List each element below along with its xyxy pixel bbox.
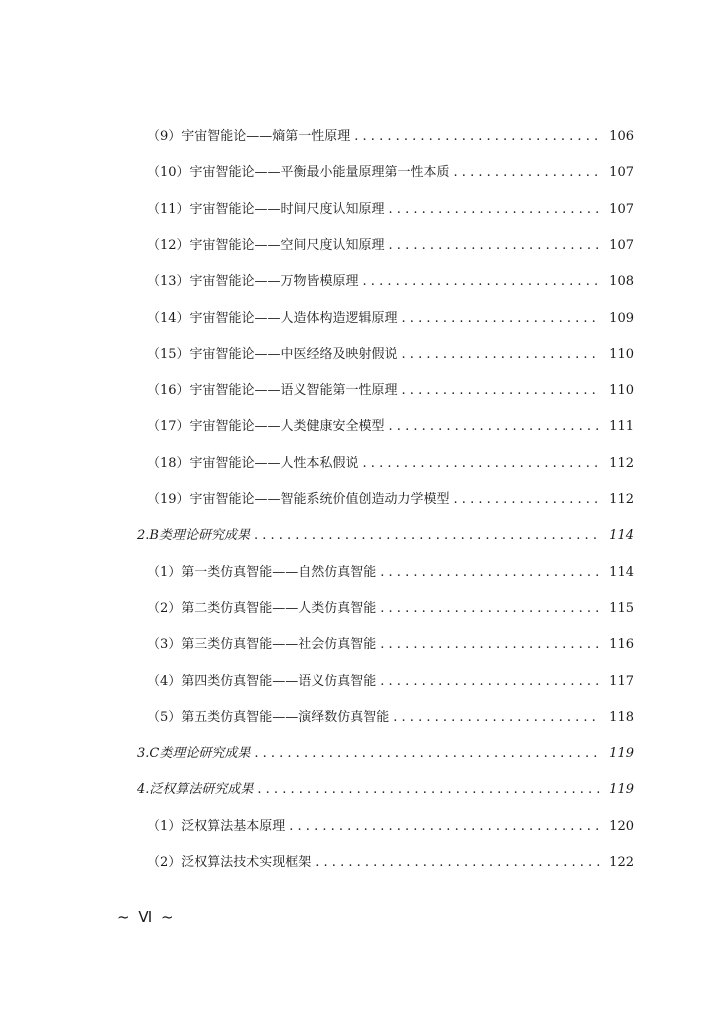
dot-leader (389, 234, 602, 258)
toc-entry-page-number: 110 (609, 346, 634, 362)
dot-leader (380, 561, 601, 585)
toc-entry-title: （16）宇宙智能论——语义智能第一性原理 (147, 383, 398, 399)
dot-leader (315, 851, 601, 875)
toc-entry[interactable] (137, 524, 634, 548)
toc-entry[interactable] (137, 742, 634, 766)
toc-entry-title: 4.泛权算法研究成果 (137, 782, 254, 798)
toc-entry-title: （19）宇宙智能论——智能系统价值创造动力学模型 (147, 492, 450, 507)
toc-entry-page-number: 107 (609, 237, 634, 253)
dot-leader (254, 524, 601, 548)
toc-entry[interactable] (147, 597, 634, 621)
toc-entry[interactable] (147, 343, 634, 367)
dot-leader (363, 452, 602, 476)
dot-leader (289, 815, 601, 839)
toc-entry-page-number: 120 (609, 818, 634, 834)
dot-leader (402, 343, 602, 367)
dot-leader (363, 270, 602, 294)
dot-leader (254, 742, 601, 766)
toc-entry-title: （1）第一类仿真智能——自然仿真智能 (147, 564, 377, 580)
toc-entry-page-number: 119 (609, 782, 634, 798)
toc-entry[interactable] (147, 488, 634, 512)
toc-entry-title: （5）第五类仿真智能——演绎数仿真智能 (147, 709, 390, 725)
toc-entry-page-number: 107 (609, 165, 634, 181)
toc-entry-title: （15）宇宙智能论——中医经络及映射假说 (147, 346, 398, 362)
toc-entry-page-number: 119 (609, 746, 634, 762)
toc-entry[interactable] (147, 125, 634, 149)
toc-entry-title: 2.B类理论研究成果 (137, 528, 250, 544)
dot-leader (402, 379, 602, 403)
toc-entry-page-number: 117 (609, 673, 634, 689)
toc-entry-title: （10）宇宙智能论——平衡最小能量原理第一性本质 (147, 165, 450, 181)
toc-entry-title: （3）第三类仿真智能——社会仿真智能 (147, 637, 377, 653)
dot-leader (393, 706, 601, 730)
toc-entry[interactable] (147, 851, 634, 875)
toc-entry[interactable] (147, 670, 634, 694)
toc-entry[interactable] (147, 633, 634, 657)
toc-entry-page-number: 108 (609, 274, 634, 290)
toc-entry-page-number: 122 (609, 855, 634, 870)
toc-entry-page-number: 111 (609, 419, 634, 435)
toc-entry-page-number: 109 (609, 310, 634, 326)
toc-entry[interactable] (147, 561, 634, 585)
toc-entry[interactable] (147, 270, 634, 294)
toc-entry[interactable] (147, 161, 634, 185)
toc-entry-title: （2）泛权算法技术实现框架 (147, 855, 312, 870)
toc-entry-page-number: 115 (609, 600, 634, 616)
toc-entry[interactable] (147, 234, 634, 258)
dot-leader (380, 597, 601, 621)
toc-entry-title: （4）第四类仿真智能——语义仿真智能 (147, 673, 377, 689)
toc-entry-title: （12）宇宙智能论——空间尺度认知原理 (147, 237, 385, 253)
dot-leader (257, 778, 601, 802)
toc-entry-title: （9）宇宙智能论——熵第一性原理 (147, 129, 351, 144)
dot-leader (402, 307, 602, 331)
toc-entry-title: （2）第二类仿真智能——人类仿真智能 (147, 600, 377, 616)
toc-entry[interactable] (147, 815, 634, 839)
toc-entry-title: （18）宇宙智能论——人性本私假说 (147, 455, 359, 471)
toc-entry[interactable] (147, 415, 634, 439)
toc-entry-page-number: 112 (609, 492, 634, 507)
dot-leader (454, 161, 602, 185)
toc-entry[interactable] (147, 706, 634, 730)
toc-entry-page-number: 106 (609, 129, 634, 144)
toc-entry[interactable] (137, 778, 634, 802)
toc-entry[interactable] (147, 307, 634, 331)
toc-entry-title: （13）宇宙智能论——万物皆模原理 (147, 274, 359, 290)
toc-entry-page-number: 107 (609, 201, 634, 217)
toc-entry[interactable] (147, 452, 634, 476)
toc-entry-title: （1）泛权算法基本原理 (147, 818, 286, 834)
toc-entry-page-number: 112 (609, 455, 634, 471)
toc-entry-page-number: 114 (609, 564, 634, 580)
toc-entry-page-number: 110 (609, 383, 634, 399)
dot-leader (380, 670, 601, 694)
dot-leader (454, 488, 602, 512)
toc-entry-title: 3.C类理论研究成果 (137, 746, 251, 762)
toc-entry-title: （14）宇宙智能论——人造体构造逻辑原理 (147, 310, 398, 326)
toc-entry-page-number: 116 (609, 637, 634, 653)
toc-entry-page-number: 118 (609, 709, 634, 725)
toc-entry[interactable] (147, 379, 634, 403)
dot-leader (389, 198, 602, 222)
dot-leader (354, 125, 601, 149)
page-number-footer: ~ Ⅵ ~ (117, 908, 176, 926)
toc-entry-title: （11）宇宙智能论——时间尺度认知原理 (147, 201, 385, 217)
toc-entry-page-number: 114 (609, 528, 634, 544)
dot-leader (380, 633, 601, 657)
dot-leader (389, 415, 602, 439)
toc-entry-title: （17）宇宙智能论——人类健康安全模型 (147, 419, 385, 435)
toc-entry[interactable] (147, 198, 634, 222)
